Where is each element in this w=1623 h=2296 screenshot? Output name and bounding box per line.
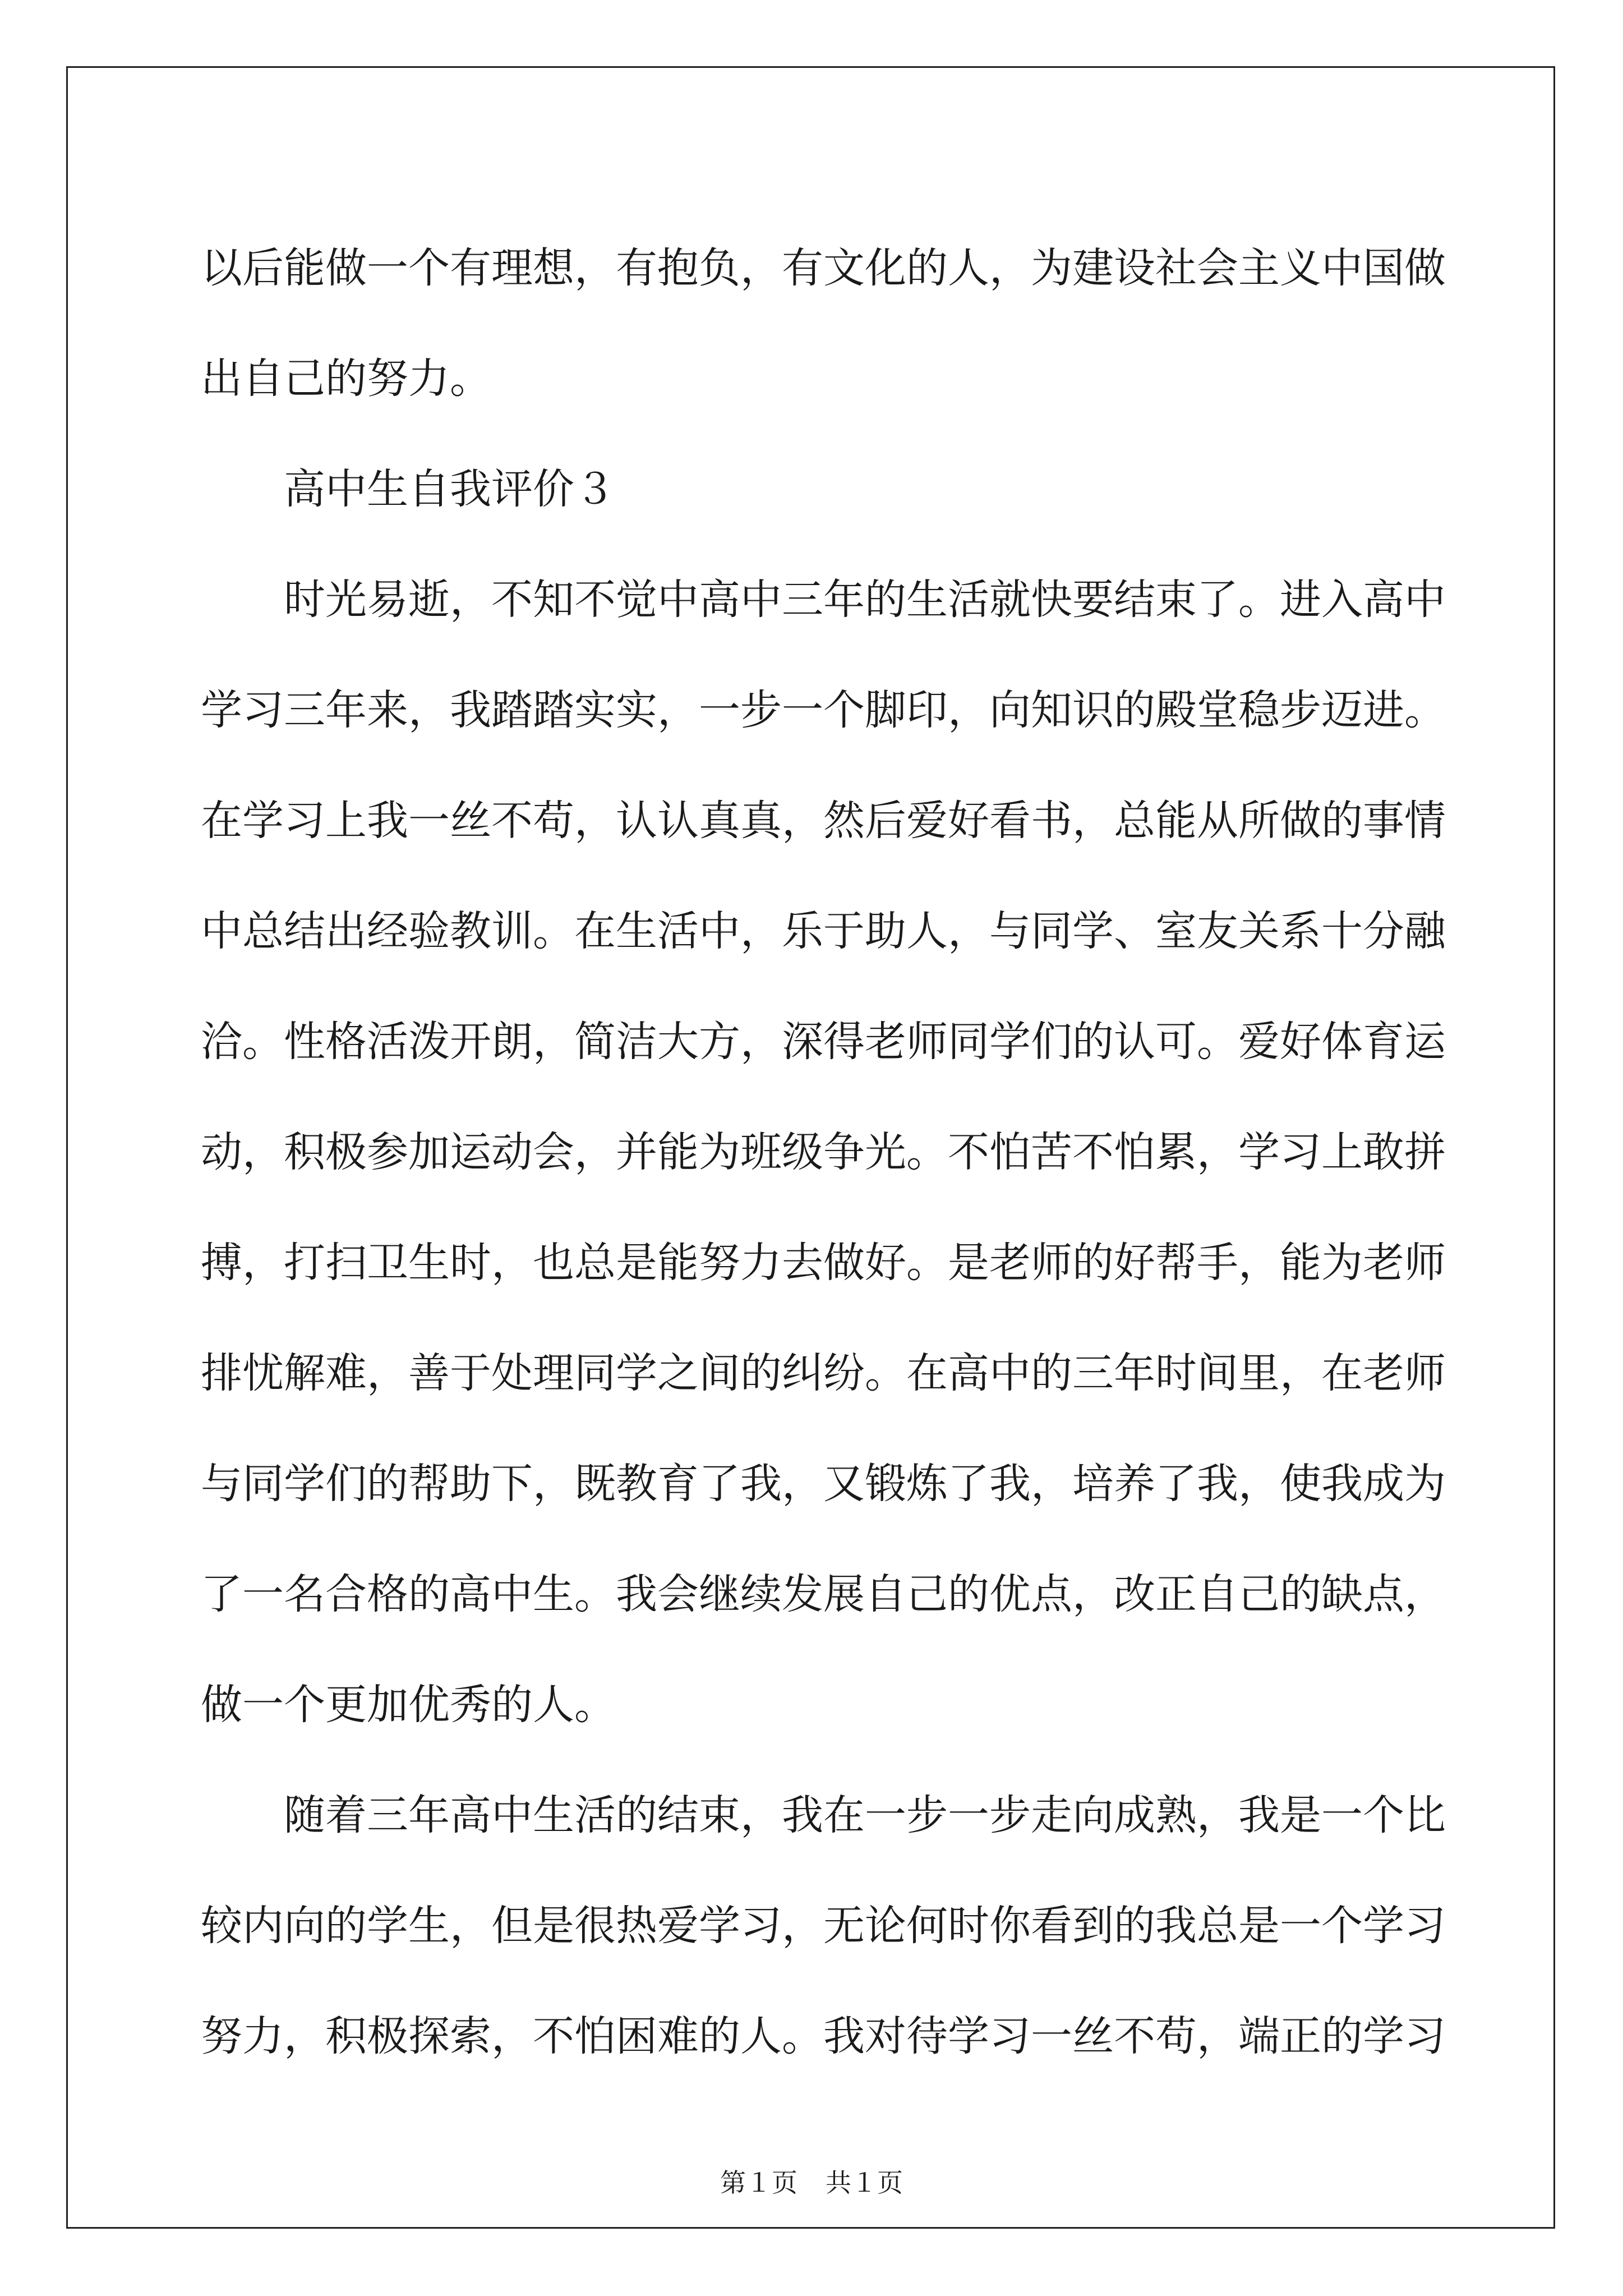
page-footer xyxy=(0,2166,1623,2200)
text-line: 排忧解难，善于处理同学之间的纠纷。在高中的三年时间里，在老师 xyxy=(201,1349,1446,1397)
text-line: 与同学们的帮助下，既教育了我，又锻炼了我，培养了我，使我成为 xyxy=(201,1460,1446,1508)
text-line: 了一名合格的高中生。我会继续发展自己的优点，改正自己的缺点， xyxy=(201,1570,1446,1618)
text-line: 努力，积极探索，不怕困难的人。我对待学习一丝不苟，端正的学习 xyxy=(201,2012,1446,2060)
text-line: 出自己的努力。 xyxy=(201,355,491,403)
page-number: 第１页 xyxy=(720,2169,797,2197)
text-line: 搏，打扫卫生时，也总是能努力去做好。是老师的好帮手，能为老师 xyxy=(201,1239,1446,1287)
text-line: 学习三年来，我踏踏实实，一步一个脚印，向知识的殿堂稳步迈进。 xyxy=(201,686,1446,734)
document-body xyxy=(201,213,1446,2092)
text-line: 较内向的学生，但是很热爱学习，无论何时你看到的我总是一个学习 xyxy=(201,1902,1446,1950)
text-line: 时光易逝，不知不觉中高中三年的生活就快要结束了。进入高中 xyxy=(284,576,1446,624)
page-total: 共１页 xyxy=(826,2169,903,2197)
text-line: 随着三年高中生活的结束，我在一步一步走向成熟，我是一个比 xyxy=(284,1791,1446,1839)
text-line: 中总结出经验教训。在生活中，乐于助人，与同学、室友关系十分融 xyxy=(201,907,1446,955)
text-line: 洽。性格活泼开朗，简洁大方，深得老师同学们的认可。爱好体育运 xyxy=(201,1018,1446,1066)
text-line: 做一个更加优秀的人。 xyxy=(201,1681,616,1729)
section-heading: 高中生自我评价３ xyxy=(284,465,616,513)
text-line: 动，积极参加运动会，并能为班级争光。不怕苦不怕累，学习上敢拼 xyxy=(201,1128,1446,1176)
text-line: 以后能做一个有理想，有抱负，有文化的人，为建设社会主义中国做 xyxy=(201,244,1446,292)
text-line: 在学习上我一丝不苟，认认真真，然后爱好看书，总能从所做的事情 xyxy=(201,797,1446,845)
